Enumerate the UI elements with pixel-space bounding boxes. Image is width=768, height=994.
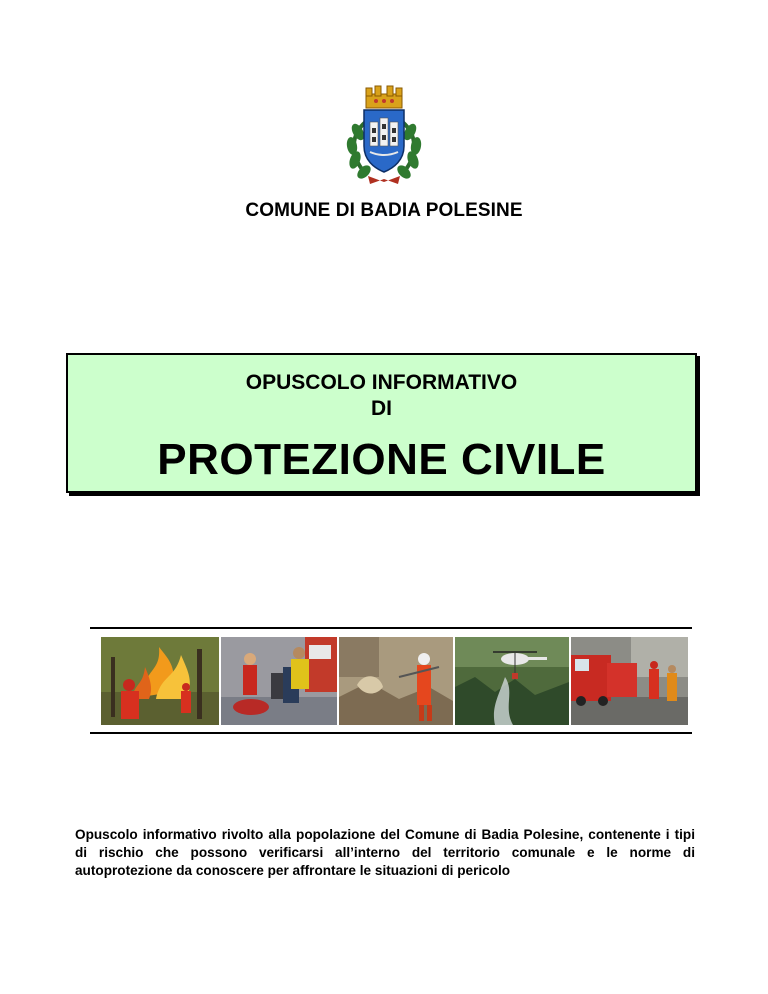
main-title: PROTEZIONE CIVILE bbox=[157, 435, 606, 484]
flood-rescue-photo bbox=[221, 637, 337, 725]
title-box bbox=[66, 353, 697, 493]
earthquake-rubble-search-photo bbox=[339, 637, 453, 725]
divider-top bbox=[90, 627, 692, 629]
fire-trucks-street-photo bbox=[571, 637, 688, 725]
title-line-2: DI bbox=[371, 397, 392, 420]
firefighting-helicopter-photo bbox=[455, 637, 569, 725]
description-text: Opuscolo informativo rivolto alla popolazione del Comune di Badia Polesine, contenente i tipi di rischio che possono verificarsi all’interno del territorio comunale e le norme di autoprotezione da conoscere per affrontare le situazioni di pericolo bbox=[75, 827, 695, 878]
title-line-1: OPUSCOLO INFORMATIVO bbox=[245, 371, 518, 394]
photo-strip bbox=[101, 637, 688, 725]
wildfire-firefighters-photo bbox=[101, 637, 219, 725]
divider-bottom bbox=[90, 732, 692, 734]
comune-name: COMUNE DI BADIA POLESINE bbox=[245, 200, 523, 221]
coat-of-arms-icon bbox=[338, 80, 430, 188]
